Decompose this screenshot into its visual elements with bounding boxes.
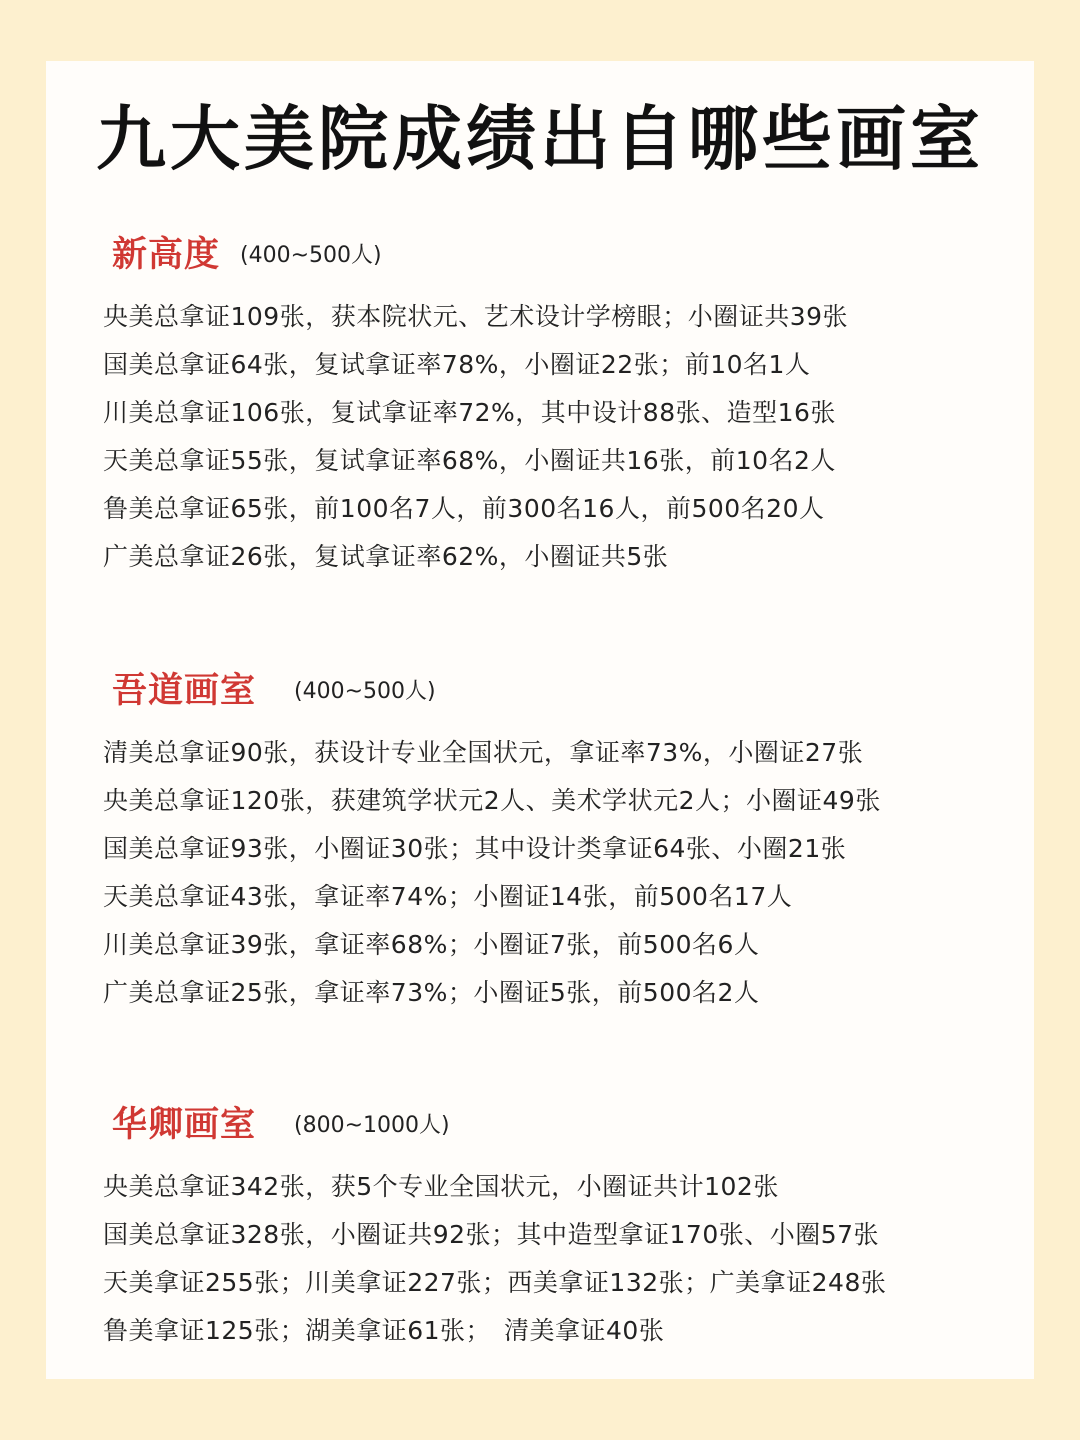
result-line: 广美总拿证25张，拿证率73%；小圈证5张，前500名2人 (103, 978, 760, 1007)
result-line: 央美总拿证109张，获本院状元、艺术设计学榜眼；小圈证共39张 (103, 302, 849, 331)
section-xingaodu (0, 230, 1080, 280)
section-size-range: (800~1000人) (294, 1113, 450, 1138)
result-line: 央美总拿证120张，获建筑学状元2人、美术学状元2人；小圈证49张 (103, 786, 881, 815)
result-line: 鲁美拿证125张；湖美拿证61张； 清美拿证40张 (103, 1316, 665, 1345)
section-size-range: (400~500人) (294, 679, 436, 704)
result-line: 川美总拿证39张，拿证率68%；小圈证7张，前500名6人 (103, 930, 760, 959)
result-line: 国美总拿证93张，小圈证30张；其中设计类拿证64张、小圈21张 (103, 834, 847, 863)
result-line: 广美总拿证26张，复试拿证率62%，小圈证共5张 (103, 542, 669, 571)
section-header (0, 230, 1080, 280)
result-line: 央美总拿证342张，获5个专业全国状元，小圈证共计102张 (103, 1172, 779, 1201)
result-line: 川美总拿证106张，复试拿证率72%，其中设计88张、造型16张 (103, 398, 836, 427)
section-huaqing (0, 1100, 1080, 1150)
page-title: 九大美院成绩出自哪些画室 (96, 98, 984, 180)
result-line: 国美总拿证328张，小圈证共92张；其中造型拿证170张、小圈57张 (103, 1220, 880, 1249)
result-line: 天美总拿证55张，复试拿证率68%，小圈证共16张，前10名2人 (103, 446, 836, 475)
section-header (0, 1100, 1080, 1150)
section-title: 吾道画室 (112, 671, 257, 711)
section-header (0, 666, 1080, 716)
section-wudao (0, 666, 1080, 716)
result-line: 国美总拿证64张，复试拿证率78%，小圈证22张；前10名1人 (103, 350, 811, 379)
result-line: 天美总拿证43张，拿证率74%；小圈证14张，前500名17人 (103, 882, 793, 911)
result-line: 天美拿证255张；川美拿证227张；西美拿证132张；广美拿证248张 (103, 1268, 887, 1297)
section-size-range: (400~500人) (240, 243, 382, 268)
result-line: 清美总拿证90张，获设计专业全国状元，拿证率73%，小圈证27张 (103, 738, 864, 767)
section-title: 新高度 (112, 235, 221, 275)
section-title: 华卿画室 (112, 1105, 257, 1145)
result-line: 鲁美总拿证65张，前100名7人，前300名16人，前500名20人 (103, 494, 825, 523)
